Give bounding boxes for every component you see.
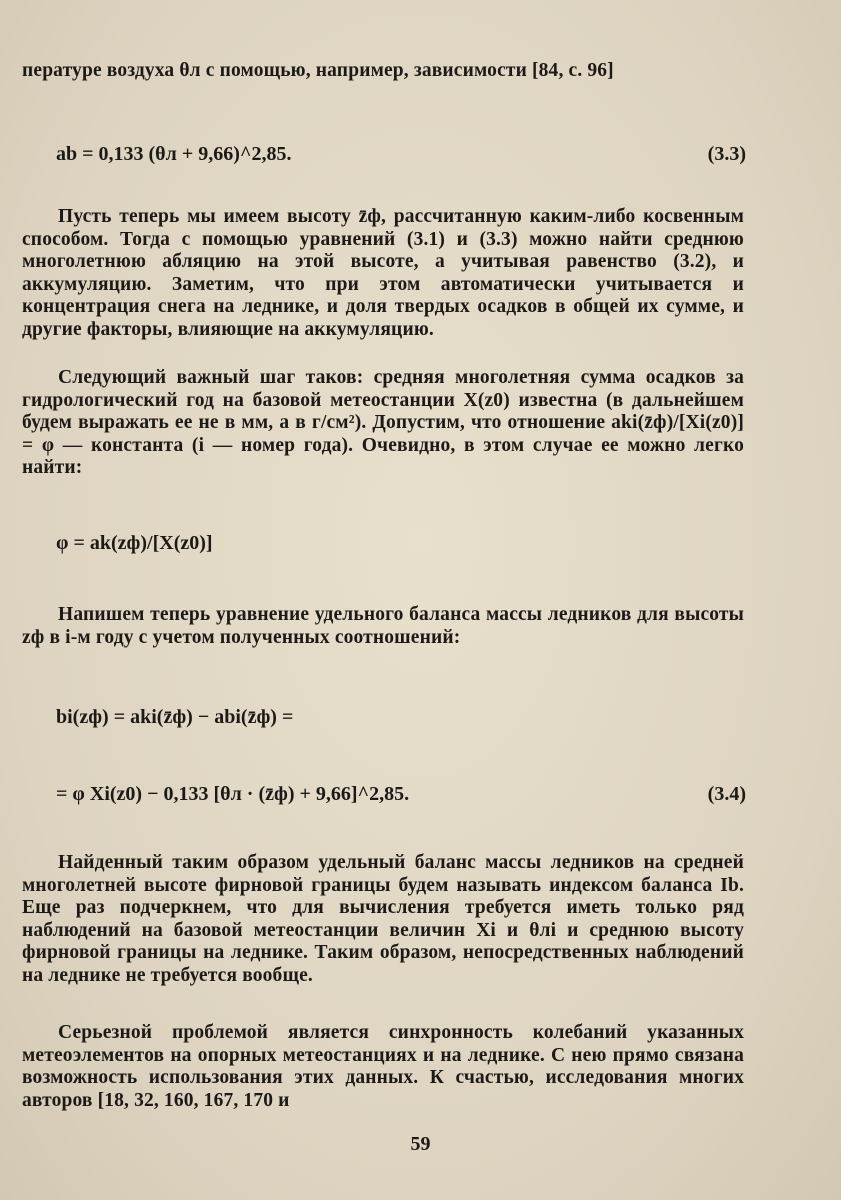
formula-expression: = φ Xi(z0) − 0,133 [θл · (z̄ф) + 9,66]^2,85. [56,783,410,805]
page-number: 59 [410,1133,431,1155]
paragraph-text: Напишем теперь уравнение удельного баланса массы ледников для высоты zф в i-м году с учетом полученных соотношений: [22,604,744,648]
paragraph-synchronicity [22,1022,744,1112]
paragraph-balance-index [22,852,744,988]
formula-expression: φ = ak(zф)/[X(z0)] [56,532,213,554]
paragraph-text: пературе воздуха θл с помощью, например, зависимости [84, с. 96] [22,60,614,81]
formula-expression: bi(zф) = aki(z̄ф) − abi(z̄ф) = [56,706,294,728]
paragraph-text: Серьезной проблемой является синхронность колебаний указанных метеоэлементов на опорных метеостанциях и на леднике. С нею прямо связана возможность использования этих данных. К счастью, исследования многих авторов [18, 32, 160, 167, 170 и [22,1022,744,1111]
paragraph-altitude [22,206,744,342]
paragraph-balance-equation [22,604,744,649]
formula-number: (3.3) [707,143,746,165]
formula-expression: ab = 0,133 (θл + 9,66)^2,85. [56,143,292,165]
paragraph-text: Найденный таким образом удельный баланс массы ледников на средней многолетней высоте фирновой границы будем называть индексом баланса Ib. Еще раз подчеркнем, что для вычисления требуется иметь только ряд наблюдений на базовой метеостанции величин Xi и θлi и среднюю высоту фирновой границы на леднике. Таким образом, непосредственных наблюдений на леднике не требуется вообще. [22,852,744,986]
paragraph-text: Пусть теперь мы имеем высоту z̄ф, рассчитанную каким-либо косвенным способом. Тогда с помощью уравнений (3.1) и (3.3) можно найти среднюю многолетнюю абляцию на этой высоте, а учитывая равенство (3.2), и аккумуляцию. Заметим, что при этом автоматически учитывается и концентрация снега на леднике, и доля твердых осадков в общей их сумме, и другие факторы, влияющие на аккумуляцию. [22,206,744,340]
paragraph-continuation [22,60,744,83]
formula-number: (3.4) [707,783,746,805]
paragraph-text: Следующий важный шаг таков: средняя многолетняя сумма осадков за гидрологический год на базовой метеостанции X(z0) известна (в дальнейшем будем выражать ее не в мм, а в г/см²). Допустим, что отношение aki(z̄ф)/[Xi(z0)] = φ — константа (i — номер года). Очевидно, в этом случае ее можно легко найти: [22,367,744,479]
paragraph-next-step [22,367,744,480]
